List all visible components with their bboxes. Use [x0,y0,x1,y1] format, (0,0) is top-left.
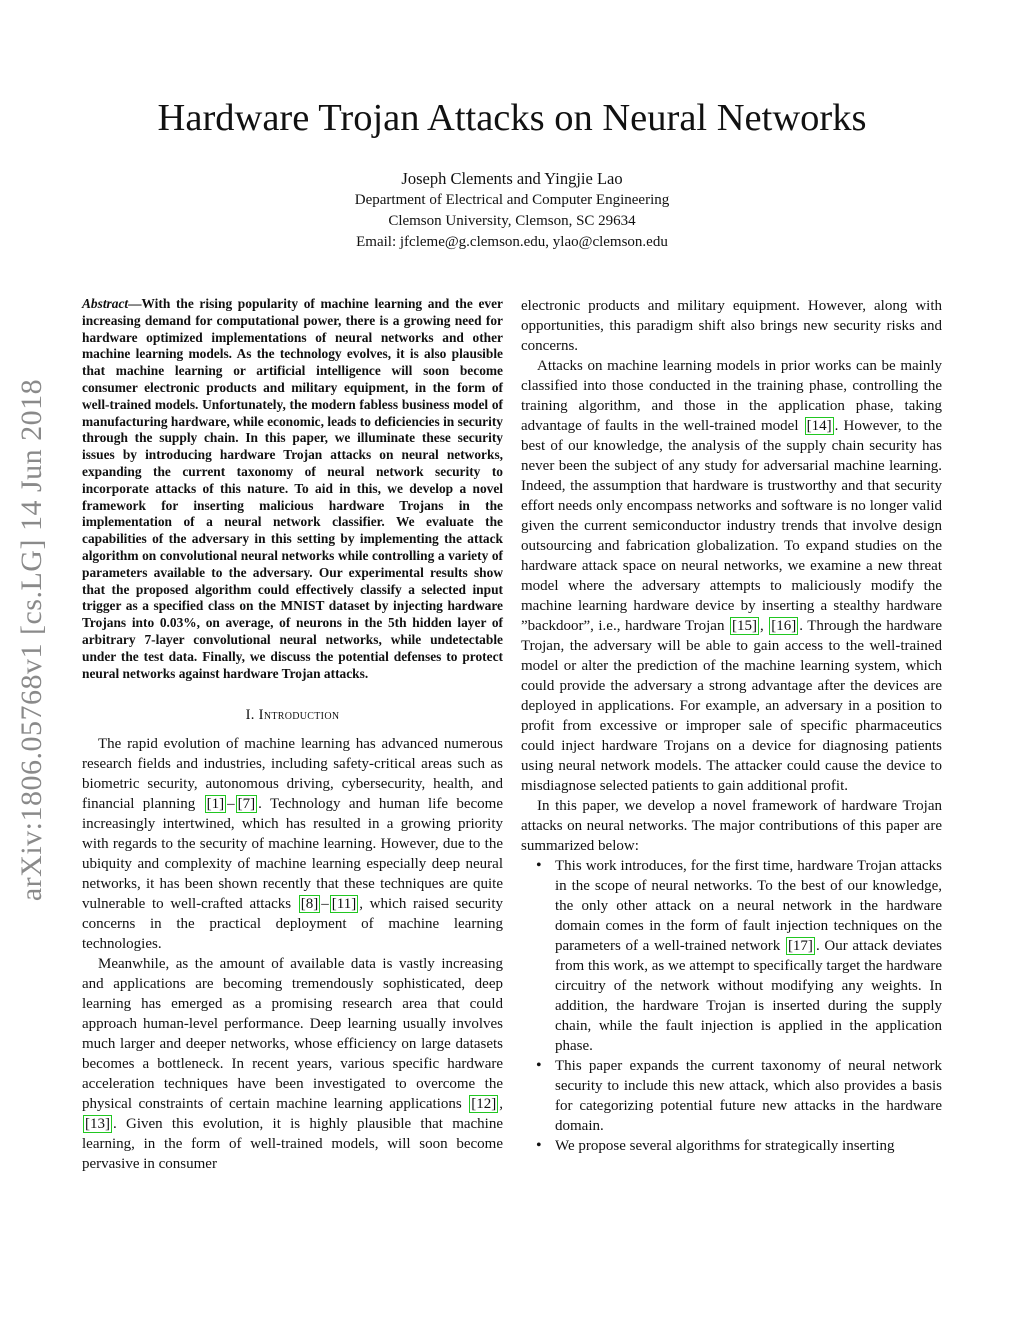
list-item: • This paper expands the current taxonomy of neural network security to include this new attack, which also provides a basis for categorizing potential future new attacks in the hardware domain. [555,1056,942,1136]
author-department: Department of Electrical and Computer Engineering [354,192,670,208]
intro-paragraph-2: Meanwhile, as the amount of available data is vastly increasing and applications are becoming tremendously sophisticated, deep learning has emerged as a promising research area that could approach human-level performance. Deep learning usually involves much larger and deeper networks, whose efficiency on large datasets becomes a bottleneck. In recent years, various specific hardware acceleration techniques have been investigated to overcome the physical constraints of certain machine learning applications [12] , [13] . Given this evolution, it is highly plausible that machine learning, in the form of well-trained models, will soon become pervasive in consumer [82,956,503,1173]
abstract-label: Abstract [82,296,129,311]
intro-paragraph-2-continued: electronic products and military equipment. However, along with opportunities, this paradigm shift also brings new security risks and concerns. [521,298,942,354]
citation-link[interactable]: [11] [331,896,357,913]
author-email[interactable]: Email: jfcleme@g.clemson.edu, ylao@clemson.edu [356,234,668,250]
left-column [82,296,503,1174]
citation-link[interactable]: [7] [237,796,256,813]
paper-title: Hardware Trojan Attacks on Neural Networks [157,97,867,139]
intro-paragraph-1: The rapid evolution of machine learning has advanced numerous research fields and industries, including safety-critical areas such as biometric security, autonomous driving, cybersecurity, health, and financial planning [1] – [7] . Technology and human life become increasingly intertwined, which has resulted in a growing priority with regards to the security of machine learning. However, due to the ubiquity and complexity of machine learning especially deep neural networks, it has been shown recently that these techniques are quite vulnerable to well-crafted attacks [8] – [11] , which raised security concerns in the practical deployment of machine learning technologies. [82,736,503,953]
arxiv-identifier [12,335,52,945]
abstract [82,296,503,682]
list-item: • This work introduces, for the first time, hardware Trojan attacks in the scope of neural networks. To the best of our knowledge, the only other attack on a neural network in the hardware domain comes in the form of fault injection techniques on the parameters of a well-trained network [17] . Our attack deviates from this work, as we attempt to specifically target the hardware circuitry of the network without modifying any weights. In addition, the hardware Trojan is inserted during the supply chain, while the fault injection is applied in the application phase. [555,856,942,1056]
citation-link[interactable]: [15] [731,618,757,634]
citation-link[interactable]: [12] [471,1096,497,1113]
right-column [521,296,942,1156]
citation-link[interactable]: [1] [206,796,225,813]
arxiv-identifier-text: arXiv:1806.05768v1 [cs.LG] 14 Jun 2018 [15,378,48,902]
citation-link[interactable]: [17] [787,938,813,954]
author-university: Clemson University, Clemson, SC 29634 [388,213,636,229]
section-heading: I. Introduction [245,707,340,724]
citation-link[interactable]: [13] [85,1116,110,1133]
citation-link[interactable]: [8] [300,896,319,913]
list-item: • We propose several algorithms for strategically inserting [555,1136,942,1156]
author-block [0,168,1024,253]
author-names: Joseph Clements and Yingjie Lao [401,169,623,188]
intro-paragraph-4: In this paper, we develop a novel framework of hardware Trojan attacks on neural networks. The major contributions of this paper are summarized below: [521,798,942,854]
citation-link[interactable]: [14] [806,418,832,434]
abstract-text: —With the rising popularity of machine learning and the ever increasing demand for computational power, there is a growing need for hardware optimized implementations of neural networks and other machine learning models. As the technology evolves, it is also plausible that machine learning or artificial intelligence will soon become consumer electronic products and military equipment, in the form of well-trained models. Unfortunately, the modern fabless business model of manufacturing hardware, while economic, leads to deficiencies in security through the supply chain. In this paper, we illuminate these security issues by introducing hardware Trojan attacks on neural networks, expanding the current taxonomy of neural network security to incorporate attacks of this nature. To aid in this, we develop a novel framework for inserting malicious hardware Trojans in the implementation of a neural network classifier. We evaluate the capabilities of the adversary in this setting by implementing the attack algorithm on convolutional neural networks while controlling a variety of parameters available to the adversary. Our experimental results show that the proposed algorithm could effectively classify a selected input trigger as a specified class on the MNIST dataset by injecting hardware Trojans into 0.03%, on average, of neurons in the 5th hidden layer of arbitrary 7-layer convolutional neural networks, while undetectable under the test data. Finally, we discuss the potential defenses to protect neural networks against hardware Trojan attacks. [82,296,503,681]
contribution-list [521,856,942,1156]
citation-link[interactable]: [16] [771,618,797,634]
intro-paragraph-3: Attacks on machine learning models in prior works can be mainly classified into those conducted in the training phase, controlling the training algorithm, and those in the application phase, taking advantage of faults in the well-trained model [14] . However, to the best of our knowledge, the analysis of the supply chain security has never been the subject of any study for adversarial machine learning. Indeed, the assumption that hardware is trustworthy and that security effort needs only encompass networks and software is no longer valid given the current semiconductor industry trends that involve design outsourcing and fabrication globalization. To expand studies on the hardware attack space on neural networks, we examine a new threat model where the adversary attempts to maliciously modify the machine learning hardware device by inserting a stealthy hardware ”backdoor”, i.e., hardware Trojan [15] , [16] . Through the hardware Trojan, the adversary will be able to gain access to the well-trained model or alter the prediction of the machine learning system, which could provide the adversary a strong advantage after the devices are deployed in applications. For example, an adversary in a position to profit from excessive or improper sale of specific pharmaceutics could inject hardware Trojans on a device for diagnosing patients using neural network models. The attacker could cause the device to misdiagnose selected patients to gain additional profit. [521,358,943,794]
